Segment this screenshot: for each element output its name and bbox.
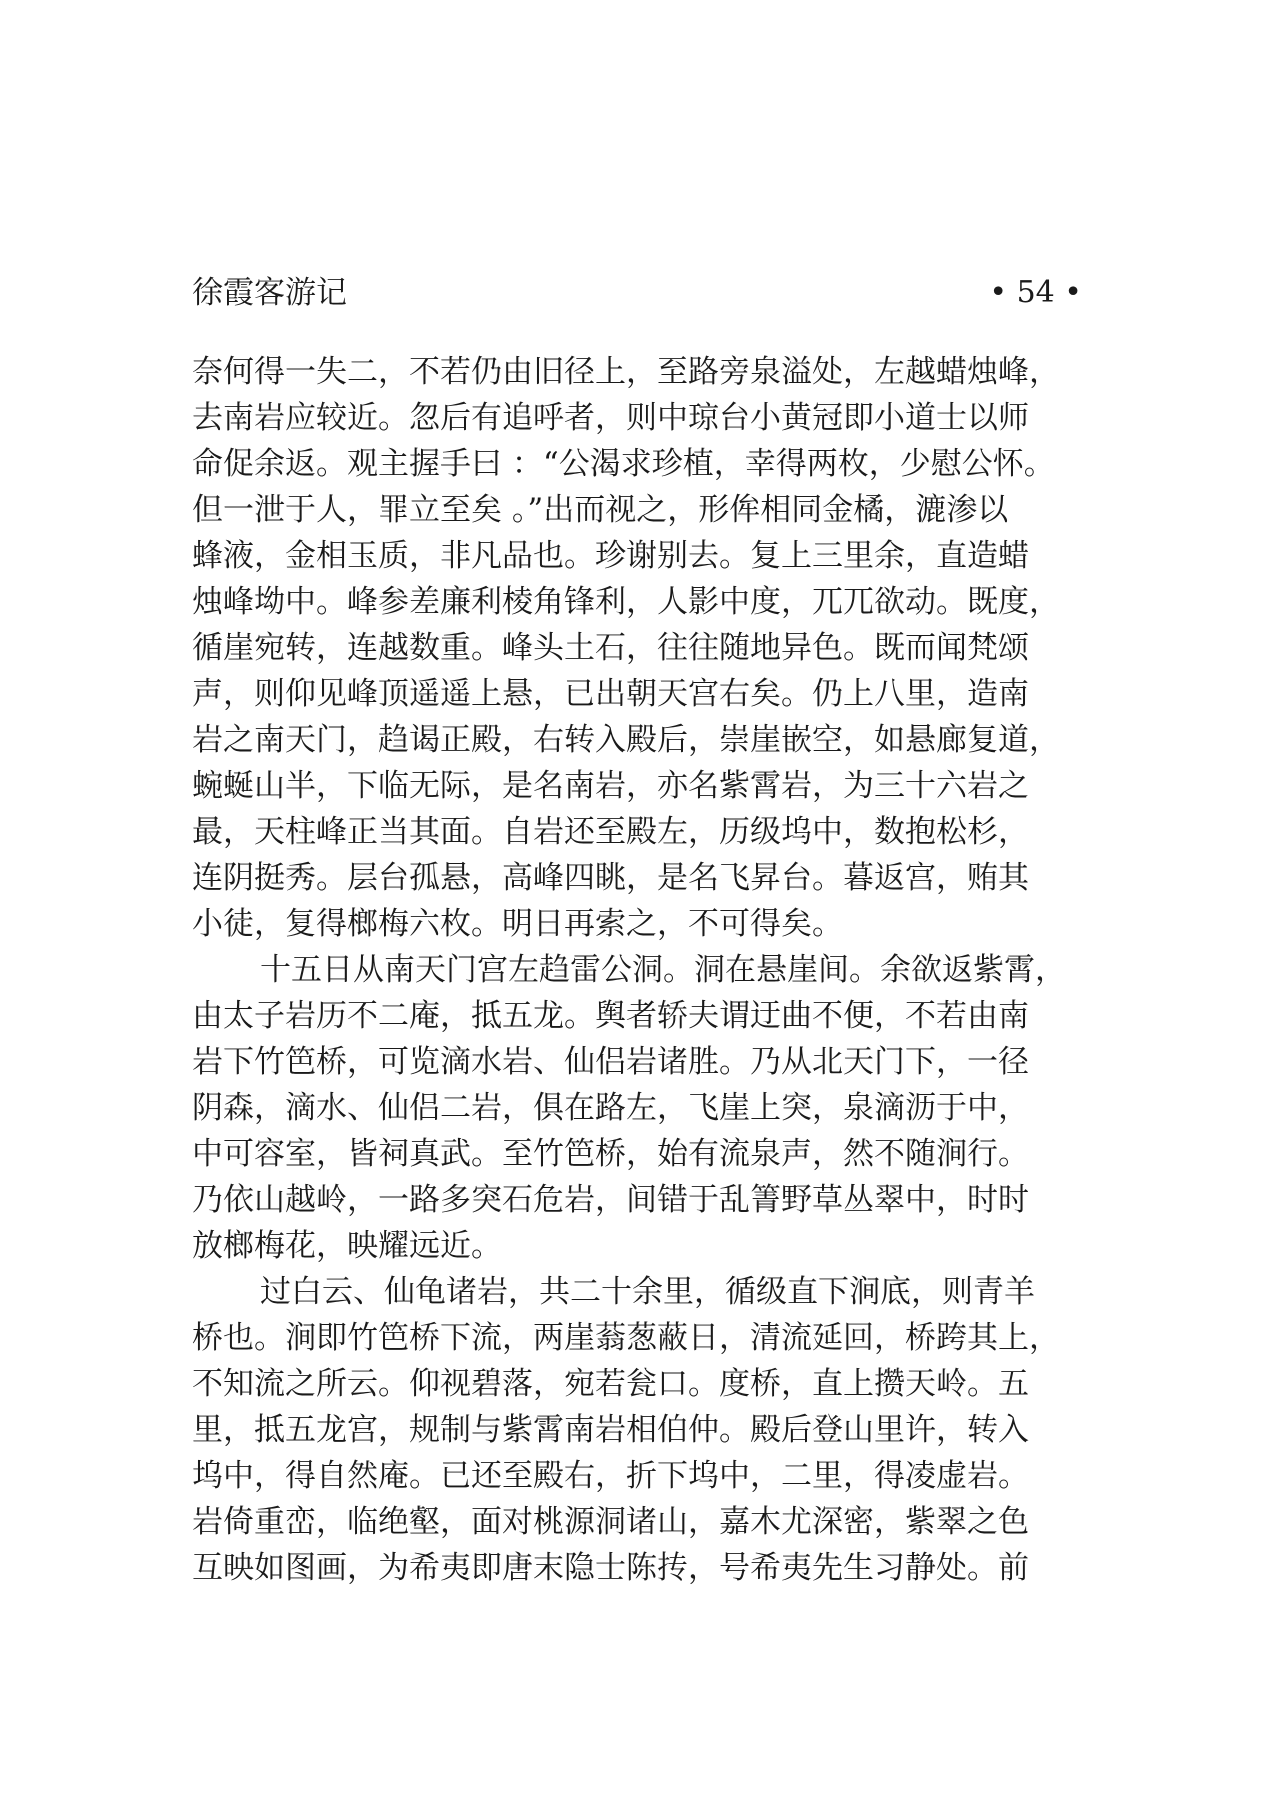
body-text <box>192 349 1096 1591</box>
text-line: 循崖宛转，连越数重。峰头土石，往往随地异色。既而闻梵颂 <box>192 630 1029 666</box>
page-number: • 54 • <box>989 275 1082 310</box>
text-line: 声，则仰见峰顶遥遥上悬，已出朝天宫右矣。仍上八里，造南 <box>192 676 1029 712</box>
paragraph-start-line: 过白云、仙龟诸岩，共二十余里，循级直下涧底，则青羊 <box>260 1274 1035 1310</box>
running-head-title: 徐霞客游记 <box>192 275 347 311</box>
text-line: 阴森，滴水、仙侣二岩，俱在路左，飞崖上突，泉滴沥于中， <box>192 1090 1029 1126</box>
text-line: 坞中，得自然庵。已还至殿右，折下坞中，二里，得凌虚岩。 <box>192 1458 1029 1494</box>
text-line: 蜿蜒山半，下临无际，是名南岩，亦名紫霄岩，为三十六岩之 <box>192 768 1029 804</box>
text-line: 由太子岩历不二庵，抵五龙。舆者轿夫谓迂曲不便，不若由南 <box>192 998 1029 1034</box>
text-line: 但一泄于人，罪立至矣 。”出而视之，形侔相同金橘，漉渗以 <box>192 492 1009 528</box>
text-line: 奈何得一失二，不若仍由旧径上，至路旁泉溢处，左越蜡烛峰， <box>192 354 1060 390</box>
text-line: 乃依山越岭，一路多突石危岩，间错于乱箐野草丛翠中，时时 <box>192 1182 1029 1218</box>
text-line: 桥也。涧即竹笆桥下流，两崖蓊葱蔽日，清流延回，桥跨其上， <box>192 1320 1060 1356</box>
text-line: 互映如图画，为希夷即唐末隐士陈抟，号希夷先生习静处。前 <box>192 1550 1029 1586</box>
text-line: 岩之南天门，趋谒正殿，右转入殿后，崇崖嵌空，如悬廊复道， <box>192 722 1060 758</box>
paragraph-start-line: 十五日从南天门宫左趋雷公洞。洞在悬崖间。余欲返紫霄， <box>260 952 1066 988</box>
text-line: 命促余返。观主握手曰 ：“公渴求珍植，幸得两枚，少慰公怀。 <box>192 446 1055 482</box>
text-line: 连阴挺秀。层台孤悬，高峰四眺，是名飞昇台。暮返宫，贿其 <box>192 860 1029 896</box>
text-line: 不知流之所云。仰视碧落，宛若瓮口。度桥，直上攒天岭。五 <box>192 1366 1029 1402</box>
page-header <box>192 270 1082 316</box>
text-line: 岩倚重峦，临绝壑，面对桃源洞诸山，嘉木尤深密，紫翠之色 <box>192 1504 1029 1540</box>
text-line: 烛峰坳中。峰参差廉利棱角锋利，人影中度，兀兀欲动。既度， <box>192 584 1060 620</box>
text-line: 里，抵五龙宫，规制与紫霄南岩相伯仲。殿后登山里许，转入 <box>192 1412 1029 1448</box>
text-line: 小徒，复得榔梅六枚。明日再索之，不可得矣。 <box>192 906 843 942</box>
text-line: 放榔梅花，映耀远近。 <box>192 1228 502 1264</box>
text-line: 最，天柱峰正当其面。自岩还至殿左，历级坞中，数抱松杉， <box>192 814 1029 850</box>
text-line: 蜂液，金相玉质，非凡品也。珍谢别去。复上三里余，直造蜡 <box>192 538 1029 574</box>
text-line: 岩下竹笆桥，可览滴水岩、仙侣岩诸胜。乃从北天门下，一径 <box>192 1044 1029 1080</box>
text-line: 去南岩应较近。忽后有追呼者，则中琼台小黄冠即小道士以师 <box>192 400 1029 436</box>
text-line: 中可容室，皆祠真武。至竹笆桥，始有流泉声，然不随涧行。 <box>192 1136 1029 1172</box>
